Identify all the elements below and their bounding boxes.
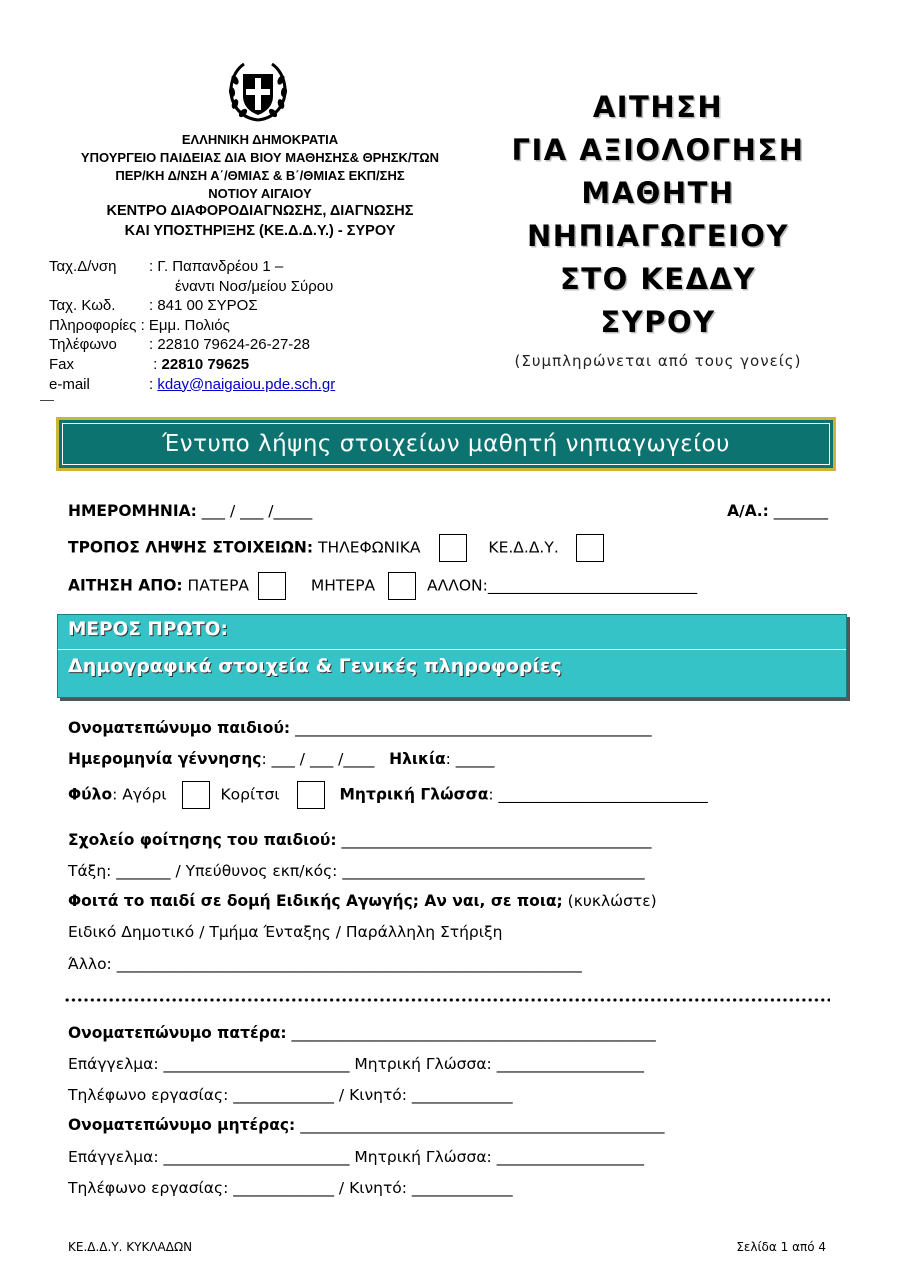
email-link[interactable]: kday@naigaiou.pde.sch.gr (157, 375, 336, 393)
child-name-field[interactable]: ______________________________________________ (295, 719, 652, 737)
title-note: (Συμπληρώνεται από τους γονείς) (514, 352, 802, 370)
address-value-2: έναντι Νοσ/μείου Σύρου (175, 277, 334, 295)
mother-tongue-label: Μητρική Γλώσσα (339, 785, 489, 804)
part-one-header (57, 614, 847, 698)
info-value: : Εμμ. Πολιός (140, 316, 230, 334)
child-age-label: Ηλικία (389, 750, 446, 768)
divider-tick (40, 400, 54, 401)
method-phone-label: ΤΗΛΕΦΩΝΙΚΑ (318, 538, 421, 557)
mother-phone-row[interactable]: Τηλέφωνο εργασίας: _____________ / Κινητό: _____________ (68, 1179, 513, 1197)
org-line-4: ΝΟΤΙΟΥ ΑΙΓΑΙΟΥ (208, 186, 312, 201)
application-title (488, 86, 828, 370)
date-label: ΗΜΕΡΟΜΗΝΙΑ: (68, 502, 197, 520)
email-label: e-mail (49, 375, 90, 393)
title-line-1: ΑΙΤΗΣΗ (592, 90, 724, 124)
org-line-1: ΕΛΛΗΝΙΚΗ ΔΗΜΟΚΡΑΤΙΑ (181, 132, 339, 147)
phone-value: : 22810 79624-26-27-28 (149, 336, 310, 354)
mother-tongue-field[interactable]: : ___________________________ (488, 785, 708, 804)
mother-job-row[interactable]: Επάγγελμα: ________________________ Μητρική Γλώσσα: ___________________ (68, 1148, 644, 1166)
sex-label: Φύλο (68, 785, 113, 804)
mother-name-label: Ονοματεπώνυμο μητέρας: (68, 1116, 296, 1134)
greek-state-seal-icon (226, 60, 290, 124)
center-name (40, 201, 480, 241)
other-row[interactable]: Άλλο: ____________________________________________________________ (68, 955, 582, 973)
from-mother-checkbox[interactable] (388, 572, 416, 600)
special-ed-question: Φοιτά το παιδί σε δομή Ειδικής Αγωγής; Αν ναι, σε ποια; (68, 892, 563, 910)
org-line-2: ΥΠΟΥΡΓΕΙΟ ΠΑΙΔΕΙΑΣ ΔΙΑ ΒΙΟΥ ΜΑΘΗΣΗΣ& ΘΡΗΣΚ/ΤΩΝ (80, 150, 440, 165)
zip-label: Ταχ. Κωδ. (49, 297, 116, 315)
address-label: Ταχ.Δ/νση (49, 258, 117, 275)
child-dob-field[interactable]: : ___ / ___ /____ (261, 750, 375, 768)
organization-lines (40, 131, 480, 203)
child-dob-row (68, 749, 495, 769)
method-row (68, 534, 610, 562)
part-title: ΜΕΡΟΣ ΠΡΩΤΟ: (68, 619, 228, 640)
page-number: Σελίδα 1 από 4 (736, 1240, 826, 1254)
method-label: ΤΡΟΠΟΣ ΛΗΨΗΣ ΣΤΟΙΧΕΙΩΝ: (68, 538, 314, 557)
from-mother-label: ΜΗΤΕΡΑ (310, 576, 376, 595)
from-label: ΑΙΤΗΣΗ ΑΠΟ: (68, 576, 183, 595)
address-value: : Γ. Παπανδρέου 1 – (149, 258, 284, 275)
title-line-6: ΣΥΡΟΥ (600, 305, 716, 339)
title-line-5: ΣΤΟ ΚΕΔΔΥ (559, 262, 756, 296)
phone-label: Τηλέφωνο (49, 336, 117, 354)
dotted-separator (64, 996, 830, 1004)
banner-text: Έντυπο λήψης στοιχείων μαθητή νηπιαγωγείου (62, 423, 830, 465)
school-row (68, 830, 651, 850)
from-father-label: ΠΑΤΕΡΑ (187, 576, 250, 595)
special-ed-hint: (κυκλώστε) (567, 892, 657, 910)
sex-boy-label: : Αγόρι (112, 785, 167, 804)
father-name-row (68, 1023, 656, 1043)
zip-value: : 841 00 ΣΥΡΟΣ (149, 297, 258, 315)
sex-girl-checkbox[interactable] (297, 781, 325, 809)
info-label: Πληροφορίες (49, 316, 137, 334)
part-subtitle: Δημογραφικά στοιχεία & Γενικές πληροφορίες (68, 655, 562, 677)
aa-label: Α/Α.: (727, 502, 769, 520)
title-line-4: ΝΗΠΙΑΓΩΓΕΙΟΥ (527, 219, 789, 253)
father-job-row[interactable]: Επάγγελμα: ________________________ Μητρική Γλώσσα: ___________________ (68, 1055, 644, 1073)
mother-name-row (68, 1115, 664, 1135)
date-field[interactable]: ___ / ___ /_____ (201, 502, 313, 520)
title-line-3: ΜΑΘΗΤΗ (581, 176, 735, 210)
center-line-2: ΚΑΙ ΥΠΟΣΤΗΡΙΞΗΣ (ΚΕ.Δ.Δ.Υ.) - ΣΥΡΟΥ (124, 223, 396, 239)
fax-label: Fax (49, 355, 75, 373)
contact-block: Ταχ.Δ/νση : Γ. Παπανδρέου 1 – έναντι Νοσ/μείου Σύρου Ταχ. Κωδ. : 841 00 ΣΥΡΟΣ Πληροφορίες : Εμμ. Πολιός Τηλέφωνο : 22810 79624-26-27-28 Fax : 22810 79625 e-mail : kday@naigaiou.pde.sch.gr (49, 258, 336, 393)
from-other-field[interactable]: ΑΛΛΟΝ:___________________________ (427, 576, 698, 595)
title-line-2: ΓΙΑ ΑΞΙΟΛΟΓΗΣΗ (511, 133, 805, 167)
footer-left: ΚΕ.Δ.Δ.Υ. ΚΥΚΛΑΔΩΝ (68, 1240, 193, 1254)
method-phone-checkbox[interactable] (439, 534, 467, 562)
from-father-checkbox[interactable] (258, 572, 286, 600)
form-banner (56, 417, 836, 471)
from-row (68, 572, 697, 600)
school-label: Σχολείο φοίτησης του παιδιού: (68, 831, 337, 849)
aa-field[interactable]: _______ (773, 502, 828, 520)
father-name-label: Ονοματεπώνυμο πατέρα: (68, 1024, 287, 1042)
sex-girl-label: Κορίτσι (220, 785, 280, 804)
child-dob-label: Ημερομηνία γέννησης (68, 750, 262, 768)
father-name-field[interactable]: _______________________________________________ (286, 1024, 656, 1042)
class-row[interactable]: Τάξη: _______ / Υπεύθυνος εκπ/κός: _______________________________________ (68, 862, 645, 880)
child-age-field[interactable]: : _____ (445, 750, 495, 768)
center-line-1: ΚΕΝΤΡΟ ΔΙΑΦΟΡΟΔΙΑΓΝΩΣΗΣ, ΔΙΑΓΝΩΣΗΣ (106, 203, 414, 219)
father-phone-row[interactable]: Τηλέφωνο εργασίας: _____________ / Κινητό: _____________ (68, 1086, 513, 1104)
fax-value: 22810 79625 (161, 355, 250, 373)
date-row (68, 501, 828, 521)
special-ed-options[interactable]: Ειδικό Δημοτικό / Τμήμα Ένταξης / Παράλληλη Στήριξη (68, 923, 503, 941)
sex-boy-checkbox[interactable] (182, 781, 210, 809)
child-name-label: Ονοματεπώνυμο παιδιού: (68, 719, 291, 737)
special-ed-row (68, 891, 657, 911)
method-keddy-checkbox[interactable] (576, 534, 604, 562)
method-keddy-label: ΚΕ.Δ.Δ.Υ. (488, 538, 559, 557)
child-sex-row (68, 781, 708, 809)
school-field[interactable]: ________________________________________ (336, 831, 652, 849)
org-line-3: ΠΕΡ/ΚΗ Δ/ΝΣΗ Α΄/ΘΜΙΑΣ & Β΄/ΘΜΙΑΣ ΕΚΠ/ΣΗΣ (115, 168, 405, 183)
mother-name-field[interactable]: _______________________________________________ (295, 1116, 665, 1134)
child-name-row (68, 718, 652, 738)
